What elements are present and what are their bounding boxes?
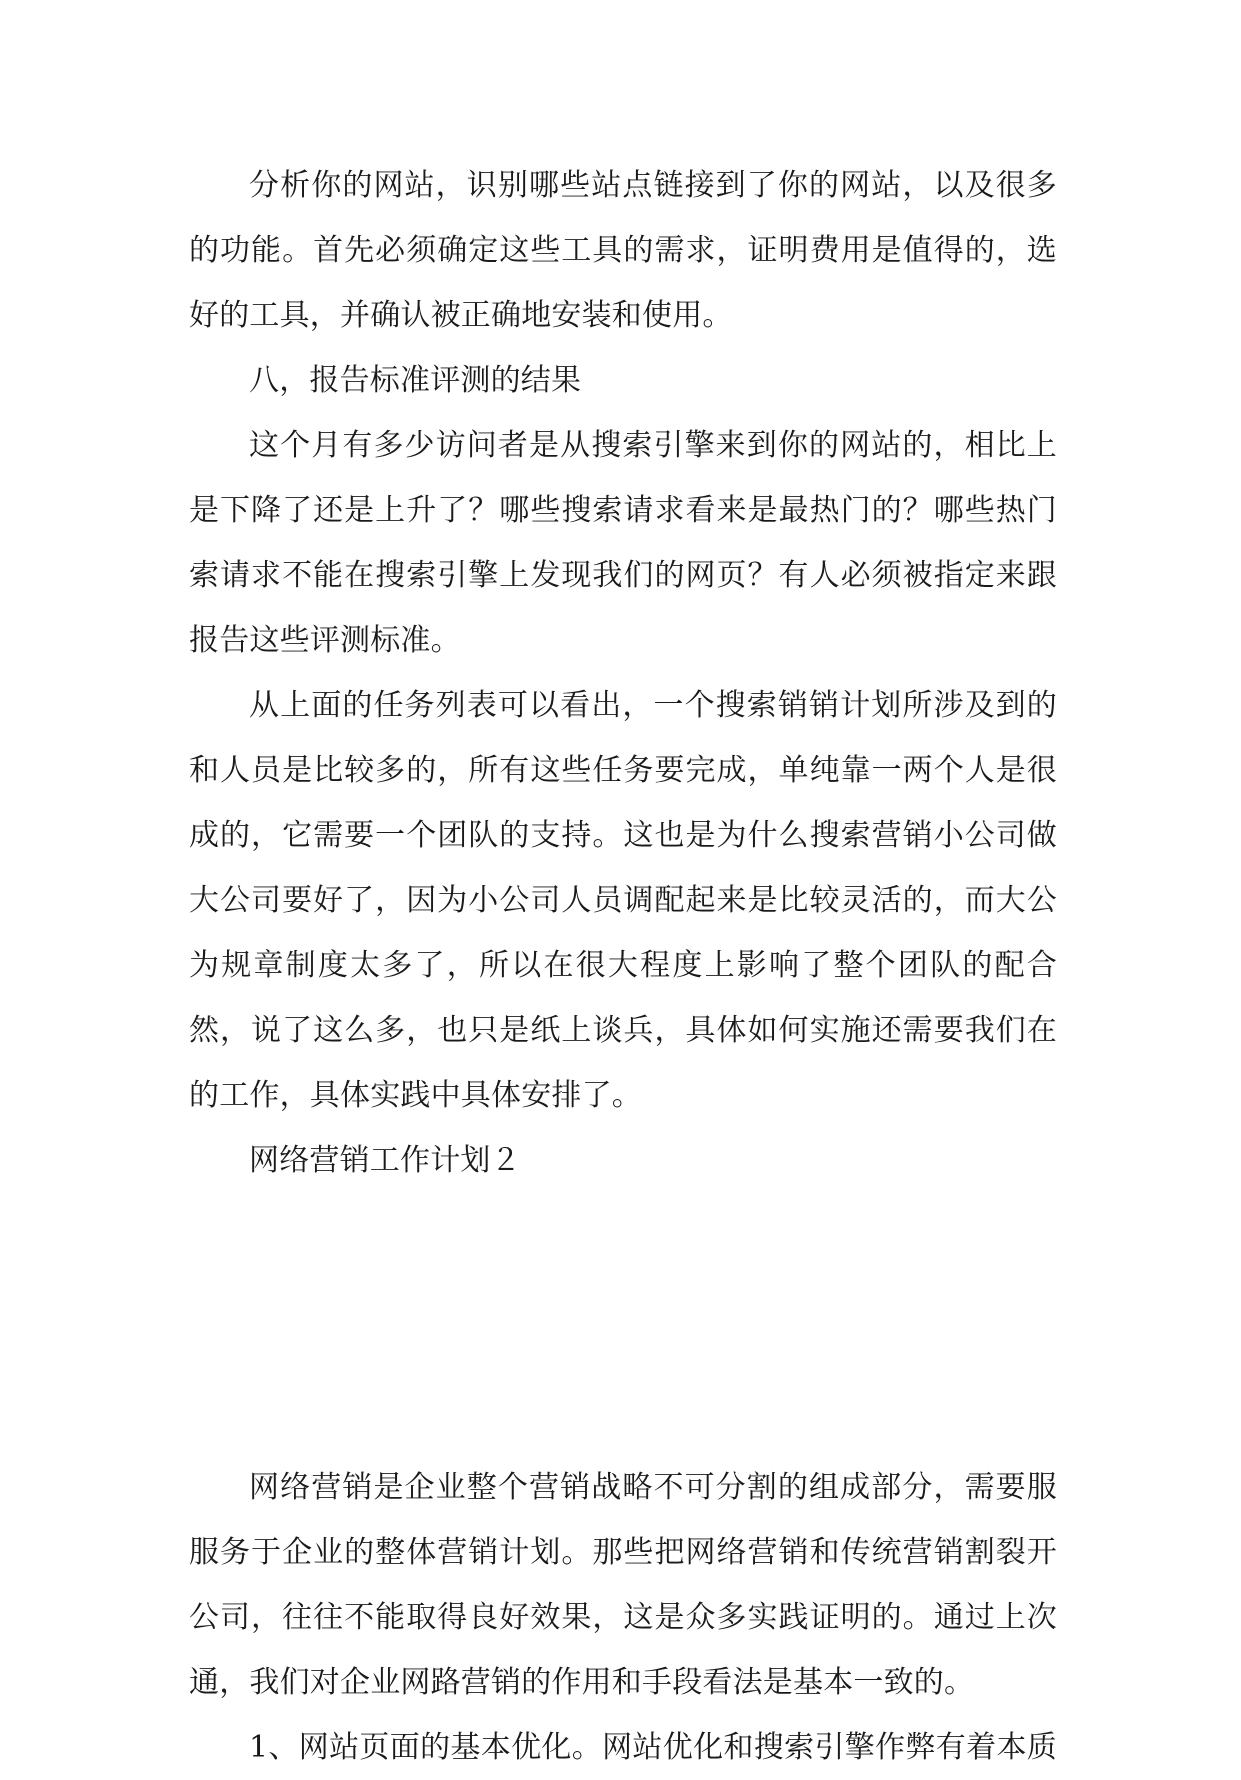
text-line: 的工作，具体实践中具体安排了。 [189, 1078, 642, 1113]
text-line: 是下降了还是上升了？哪些搜索请求看来是最热门的？哪些热门 [189, 493, 1057, 528]
text-line: 大公司要好了，因为小公司人员调配起来是比较灵活的，而大公 [189, 883, 1057, 918]
document-body-section-b [189, 1455, 1057, 1780]
text-line: 从上面的任务列表可以看出，一个搜索销销计划所涉及到的 [249, 688, 1057, 723]
text-line: 公司，往往不能取得良好效果，这是众多实践证明的。通过上次 [189, 1600, 1057, 1635]
text-line: 这个月有多少访问者是从搜索引擎来到你的网站的，相比上 [249, 428, 1057, 463]
text-line: 分析你的网站，识别哪些站点链接到了你的网站，以及很多 [249, 168, 1057, 203]
text-line: 为规章制度太多了，所以在很大程度上影响了整个团队的配合 [189, 948, 1057, 983]
text-line: 报告这些评测标准。 [189, 623, 461, 658]
text-line: 网络营销是企业整个营销战略不可分割的组成部分，需要服 [249, 1470, 1057, 1505]
text-line: 和人员是比较多的，所有这些任务要完成，单纯靠一两个人是很 [189, 753, 1057, 788]
text-line: 然，说了这么多，也只是纸上谈兵，具体如何实施还需要我们在 [189, 1013, 1057, 1048]
text-line: 1、网站页面的基本优化。网站优化和搜索引擎作弊有着本质 [249, 1730, 1057, 1765]
text-line: 通，我们对企业网路营销的作用和手段看法是基本一致的。 [189, 1665, 975, 1700]
text-line: 八，报告标准评测的结果 [249, 363, 582, 398]
text-line: 的功能。首先必须确定这些工具的需求，证明费用是值得的，选 [189, 233, 1057, 268]
text-line: 好的工具，并确认被正确地安装和使用。 [189, 298, 733, 333]
text-line: 索请求不能在搜索引擎上发现我们的网页？有人必须被指定来跟 [189, 558, 1057, 593]
text-line: 成的，它需要一个团队的支持。这也是为什么搜索营销小公司做 [189, 818, 1057, 853]
text-line: 网络营销工作计划２ [249, 1143, 521, 1178]
text-line: 服务于企业的整体营销计划。那些把网络营销和传统营销割裂开 [189, 1535, 1057, 1570]
document-body-section-a [189, 153, 1057, 1193]
